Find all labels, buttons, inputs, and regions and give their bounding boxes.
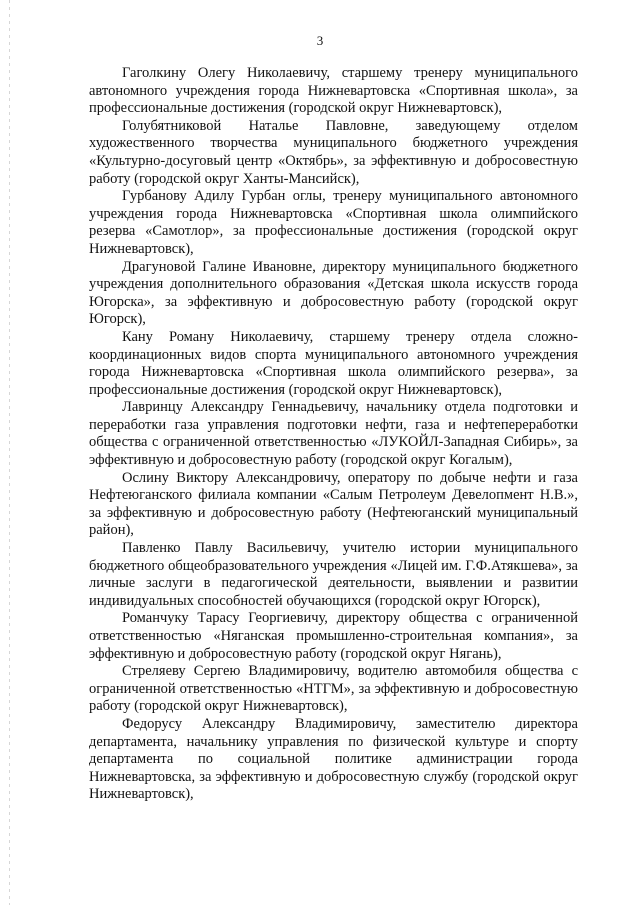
award-paragraph: Гурбанову Адилу Гурбан оглы, тренеру муниципального автономного учреждения города Нижневартовска «Спортивная школа олимпийского резерва «Самотлор», за профессиональные достижения (городской округ Нижневартовск), xyxy=(89,188,578,257)
award-paragraph: Гаголкину Олегу Николаевичу, старшему тренеру муниципального автономного учреждения города Нижневартовска «Спортивная школа», за профессиональные достижения (городской округ Нижневартовск), xyxy=(89,65,578,117)
award-paragraph: Драгуновой Галине Ивановне, директору муниципального бюджетного учреждения дополнительного образования «Детская школа искусств города Югорска», за эффективную и добросовестную работу (городской округ Югорск), xyxy=(89,258,578,328)
scan-edge-line xyxy=(9,0,10,905)
award-paragraph: Лавринцу Александру Геннадьевичу, начальнику отдела подготовки и переработки газа управления подготовки нефти, газа и нефтепереработки общества с ограниченной ответственностью «ЛУКОЙЛ-Западная Сибирь», за эффективную и добросовестную работу (городской округ Когалым), xyxy=(89,399,578,469)
page-number: 3 xyxy=(316,33,324,48)
award-paragraph: Федорусу Александру Владимировичу, заместителю директора департамента, начальнику управления по физической культуре и спорту департамента по социальной политике администрации города Нижневартовска, за эффективную и добросовестную службу (городской округ Нижневартовск), xyxy=(89,715,578,803)
award-paragraph: Павленко Павлу Васильевичу, учителю истории муниципального бюджетного общеобразовательного учреждения «Лицей им. Г.Ф.Атякшева», за личные заслуги в педагогической деятельности, выявлении и развитии индивидуальных способностей обучающихся (городской округ Югорск), xyxy=(89,540,578,609)
award-paragraph: Романчуку Тарасу Георгиевичу, директору общества с ограниченной ответственностью «Няганская промышленно-строительная компания», за эффективную и добросовестную работу (городской округ Нягань), xyxy=(89,610,578,662)
award-paragraph: Стреляеву Сергею Владимировичу, водителю автомобиля общества с ограниченной ответственностью «НТГМ», за эффективную и добросовестную работу (городской округ Нижневартовск), xyxy=(89,663,578,715)
award-paragraph: Кану Роману Николаевичу, старшему тренеру отдела сложно-координационных видов спорта муниципального автономного учреждения города Нижневартовска «Спортивная школа олимпийского резерва», за профессиональные достижения (городской округ Нижневартовск), xyxy=(89,328,578,398)
award-paragraph: Голубятниковой Наталье Павловне, заведующему отделом художественного творчества муниципального бюджетного учреждения «Культурно-досуговый центр «Октябрь», за эффективную и добросовестную работу (городской округ Ханты-Мансийск), xyxy=(89,117,578,187)
award-list xyxy=(89,65,578,804)
award-paragraph: Ослину Виктору Александровичу, оператору по добыче нефти и газа Нефтеюганского филиала компании «Салым Петролеум Девелопмент Н.В.», за эффективную и добросовестную работу (Нефтеюганский муниципальный район), xyxy=(89,469,578,539)
